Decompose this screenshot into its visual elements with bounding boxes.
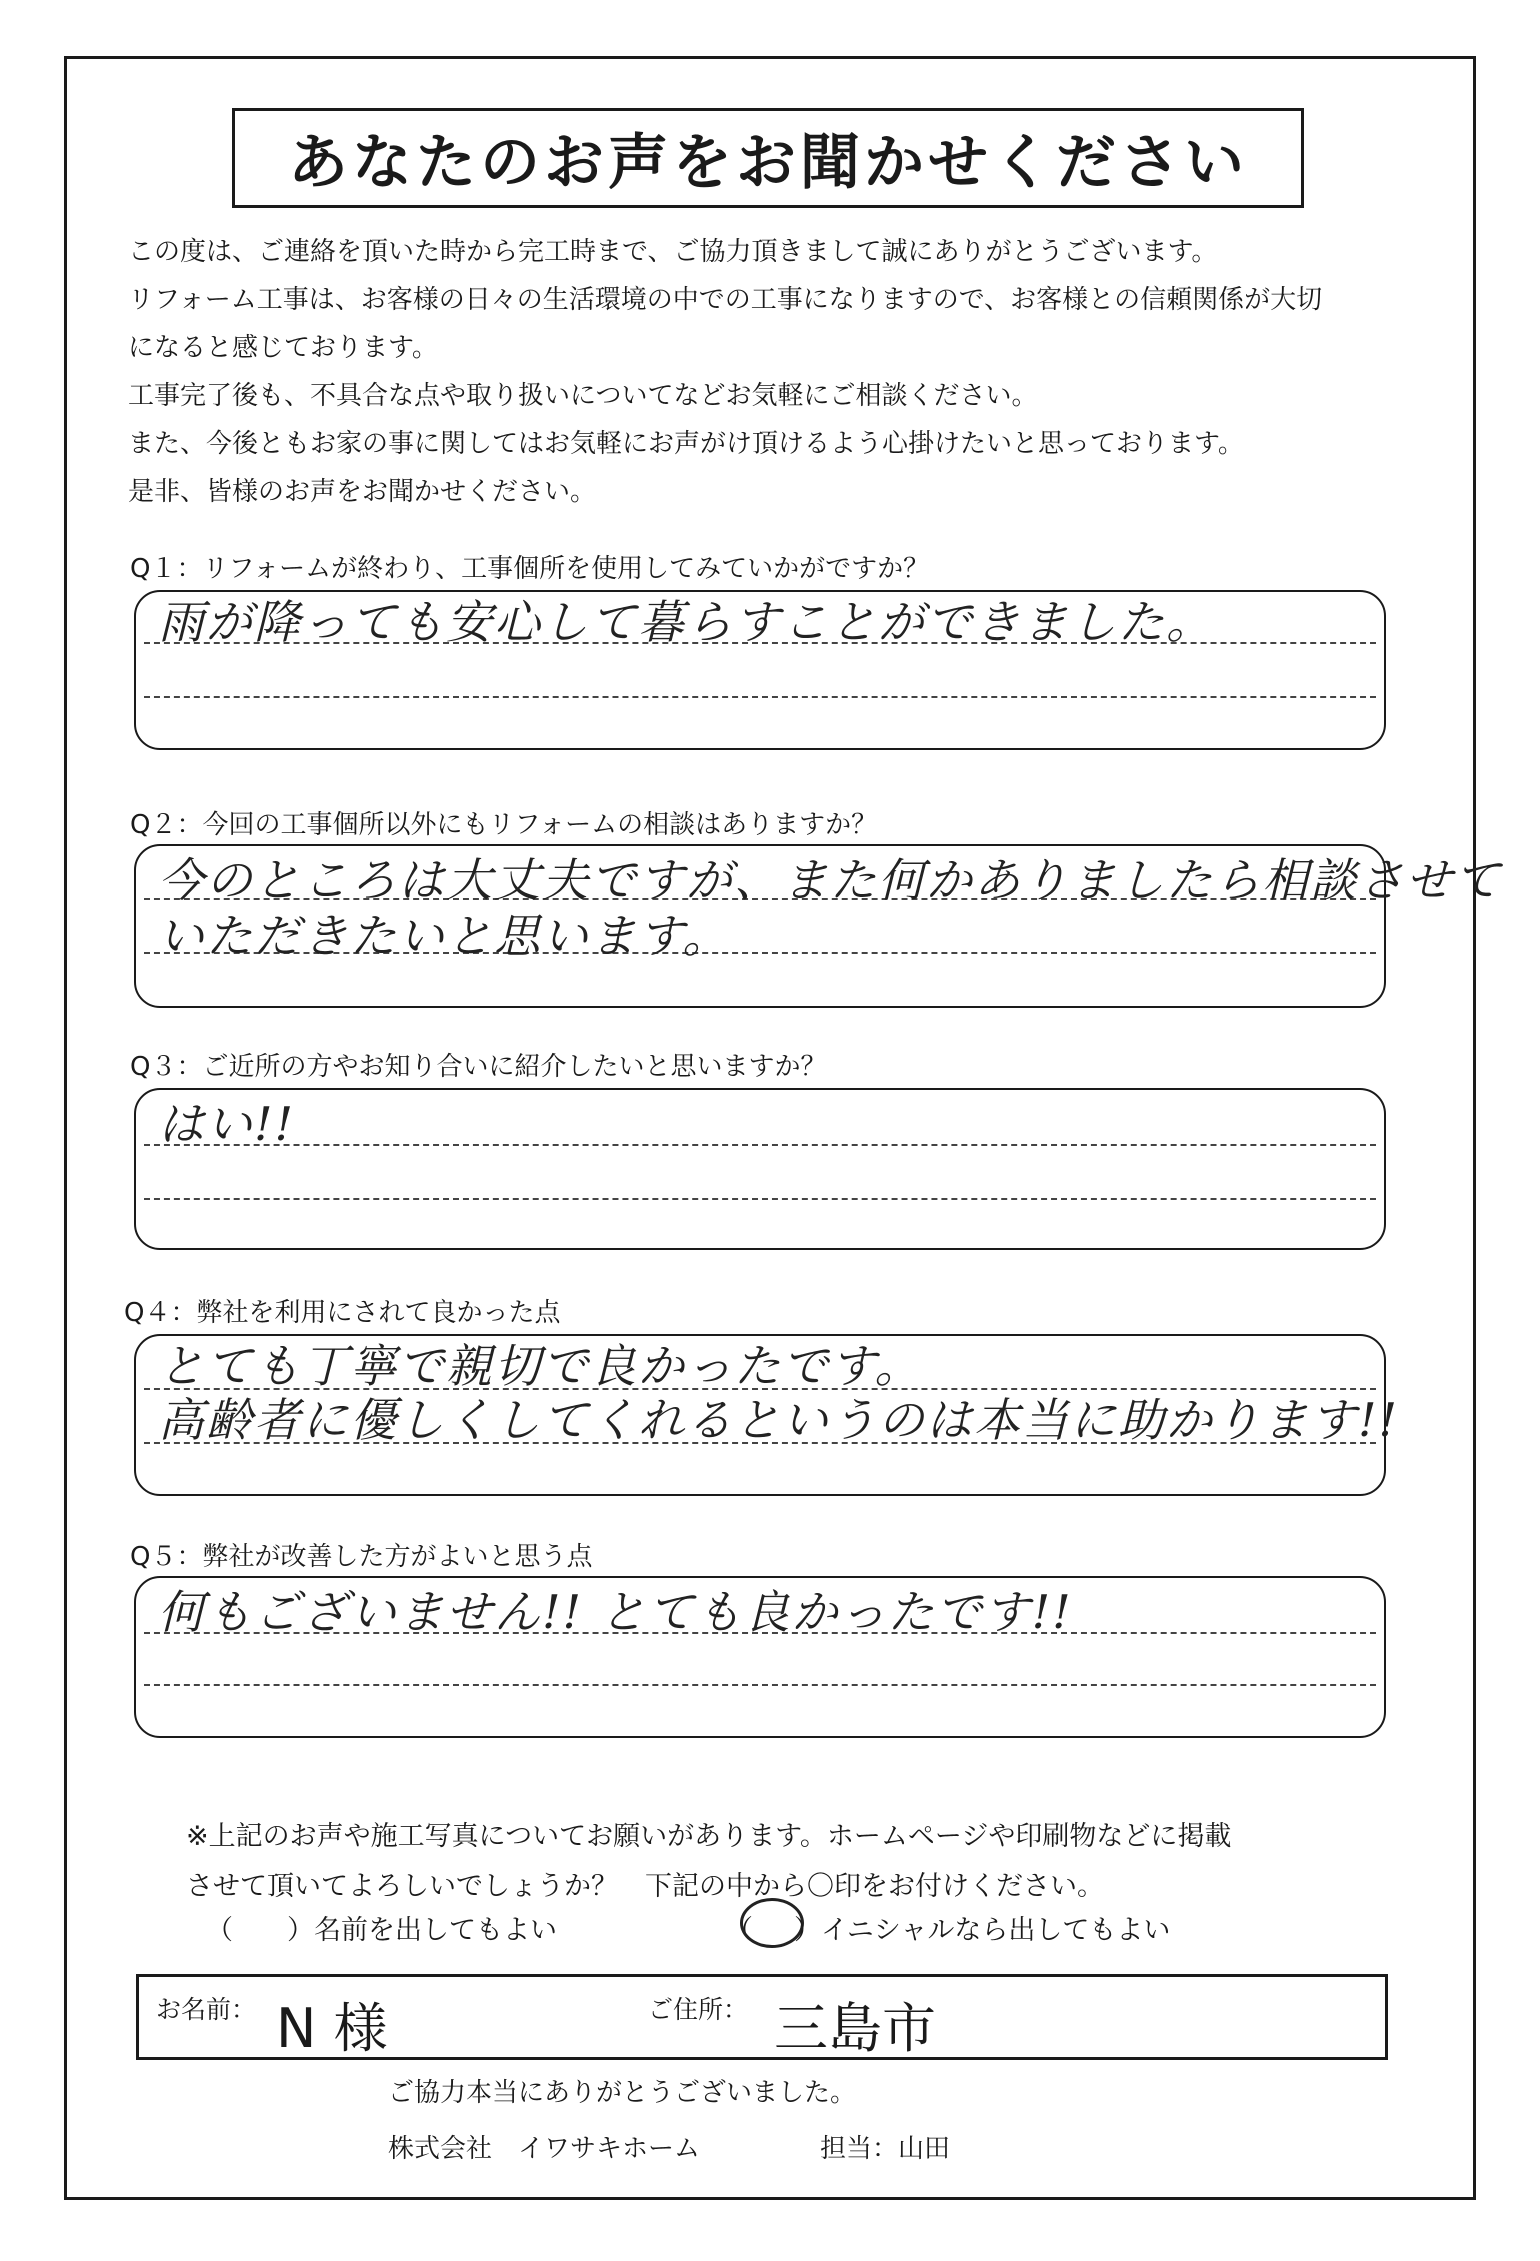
address-label: ご住所： [648, 1995, 749, 2024]
choice-name-ok[interactable]: （ ）名前を出してもよい [206, 1915, 557, 1946]
answer-2-box [134, 844, 1502, 1008]
answer-1-line-1: 雨が降っても安心して暮らすことができました。 [158, 595, 1214, 649]
answer-4-box [134, 1334, 1399, 1496]
answer-2-line-1: 今のところは大丈夫ですが、また何かありましたら相談させて [158, 853, 1502, 907]
thanks-text: ご協力本当にありがとうございました。 [388, 2078, 857, 2108]
answer-1-box [134, 590, 1386, 750]
address-value: 三島市 [774, 1997, 936, 2060]
intro-line: 是非、皆様のお声をお聞かせください。 [128, 477, 597, 507]
choice-initial-open-paren: （ [726, 1915, 753, 1946]
answer-5-box [134, 1576, 1386, 1738]
intro-text [128, 228, 1418, 516]
question-4-label: Q４：弊社を利用にされて良かった点 [124, 1298, 561, 1328]
question-1-label: Q１：リフォームが終わり、工事個所を使用してみていかがですか？ [130, 554, 930, 584]
consent-note-line: させて頂いてよろしいでしょうか？ 下記の中から〇印をお付けください。 [186, 1871, 1104, 1902]
intro-line: リフォーム工事は、お客様の日々の生活環境の中での工事になりますので、お客様との信頼関係が大切 [128, 285, 1323, 315]
question-3-label: Q３：ご近所の方やお知り合いに紹介したいと思いますか？ [130, 1052, 827, 1082]
intro-line: また、今後ともお家の事に関してはお気軽にお声がけ頂けるよう心掛けたいと思っております。 [128, 429, 1244, 459]
intro-line: 工事完了後も、不具合な点や取り扱いについてなどお気軽にご相談ください。 [128, 381, 1038, 411]
intro-line: になると感じております。 [128, 333, 438, 363]
name-label: お名前： [156, 1995, 257, 2024]
answer-4-line-1: とても丁寧で親切で良かったです。 [158, 1339, 923, 1393]
title-box [232, 108, 1304, 208]
question-2-label: Q２：今回の工事個所以外にもリフォームの相談はありますか？ [130, 810, 878, 840]
answer-3-box [134, 1088, 1386, 1250]
answer-guide-line [144, 1198, 1376, 1200]
answer-5-line-1: 何もございません!! とても良かったです!! [158, 1585, 1073, 1639]
staff-name: 担当：山田 [820, 2134, 951, 2164]
name-value: N 様 [276, 1997, 388, 2060]
answer-3-line-1: はい!! [158, 1097, 295, 1151]
answer-guide-line [144, 696, 1376, 698]
answer-guide-line [144, 1144, 1376, 1146]
page-title: あなたのお声をお聞かせください [288, 128, 1248, 198]
question-5-label: Q５：弊社が改善した方がよいと思う点 [130, 1542, 593, 1572]
company-name: 株式会社 イワサキホーム [388, 2134, 701, 2164]
consent-note-line: ※上記のお声や施工写真についてお願いがあります。ホームページや印刷物などに掲載 [186, 1821, 1232, 1852]
intro-line: この度は、ご連絡を頂いた時から完工時まで、ご協力頂きまして誠にありがとうございます。 [128, 237, 1218, 267]
answer-4-line-2: 高齢者に優しくしてくれるというのは本当に助かります!! [158, 1393, 1399, 1447]
choice-initial-ok[interactable]: ）イニシャルなら出してもよい [794, 1915, 1171, 1946]
answer-guide-line [144, 1684, 1376, 1686]
answer-2-line-2: いただきたいと思います。 [158, 909, 731, 963]
consent-note [186, 1812, 1386, 1912]
